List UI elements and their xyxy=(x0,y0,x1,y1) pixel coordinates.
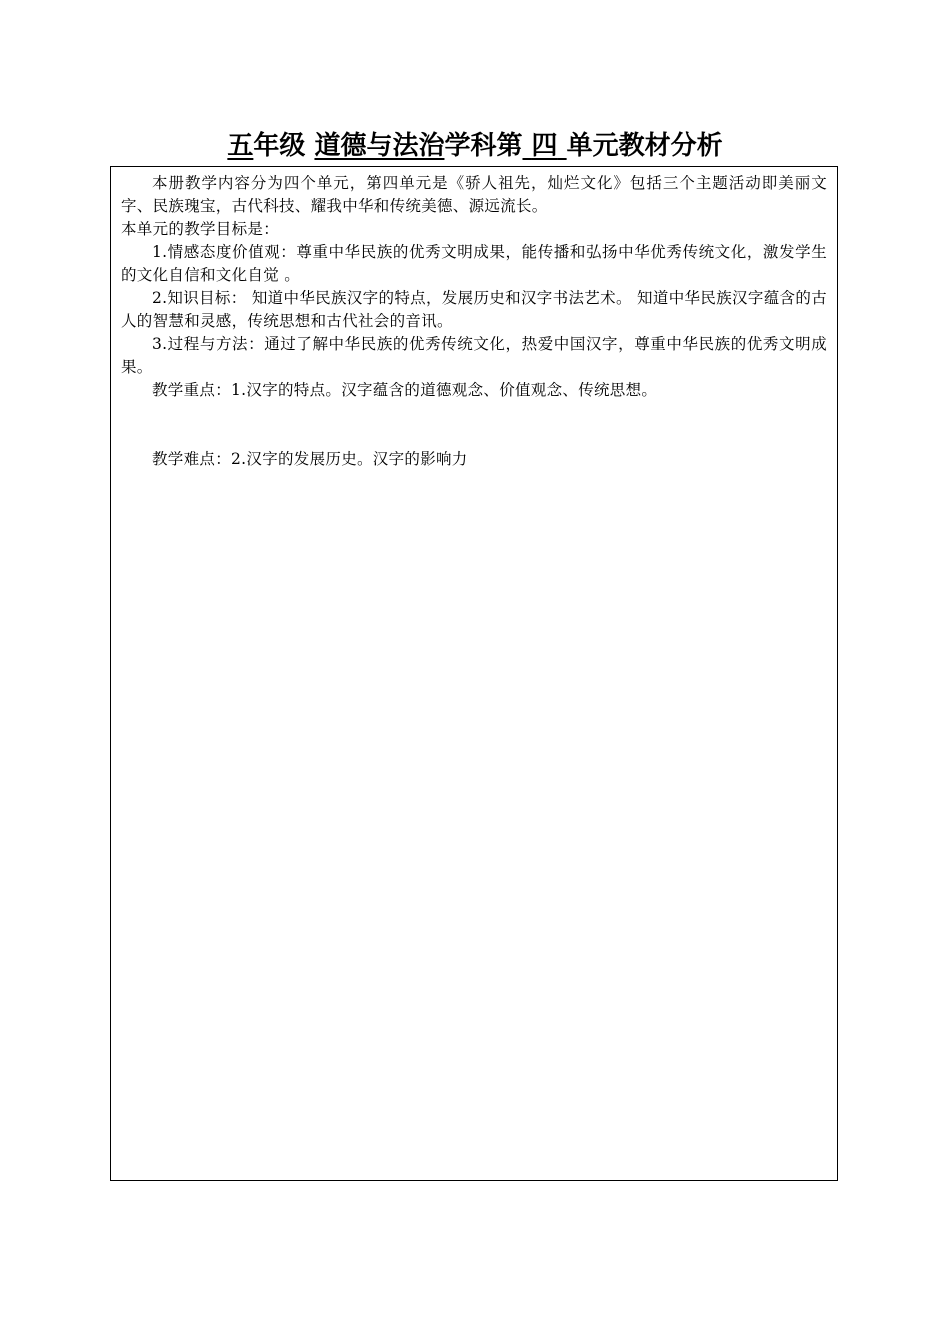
grade-label: 年级 xyxy=(253,131,306,161)
grade-number: 五 xyxy=(227,131,254,161)
goals-heading: 本单元的教学目标是： xyxy=(121,220,280,238)
analysis-table-cell xyxy=(110,166,838,1181)
goal-emotion: 1.情感态度价值观：尊重中华民族的优秀文明成果，能传播和弘扬中华优秀传统文化，激发学生的文化自信和文化自觉 。 xyxy=(121,243,827,284)
analysis-content xyxy=(121,172,827,471)
goal-process: 3.过程与方法：通过了解中华民族的优秀传统文化，热爱中国汉字，尊重中华民族的优秀文明成果。 xyxy=(121,335,827,376)
teaching-key-point: 教学重点：1.汉字的特点。汉字蕴含的道德观念、价值观念、传统思想。 xyxy=(152,381,658,399)
page-title xyxy=(0,128,950,164)
subject-label: 学科第 xyxy=(444,131,523,161)
intro-paragraph: 本册教学内容分为四个单元，第四单元是《骄人祖先，灿烂文化》包括三个主题活动即美丽文字、民族瑰宝，古代科技、耀我中华和传统美德、源远流长。 xyxy=(121,174,827,215)
goal-knowledge: 2.知识目标： 知道中华民族汉字的特点，发展历史和汉字书法艺术。 知道中华民族汉字蕴含的古人的智慧和灵感，传统思想和古代社会的音讯。 xyxy=(121,289,827,330)
teaching-difficult-point: 教学难点：2.汉字的发展历史。汉字的影响力 xyxy=(152,450,468,468)
unit-number: 四 xyxy=(531,131,558,161)
subject-name: 道德与法治 xyxy=(314,131,445,161)
unit-label: 单元教材分析 xyxy=(566,131,723,161)
spacer xyxy=(121,402,827,448)
